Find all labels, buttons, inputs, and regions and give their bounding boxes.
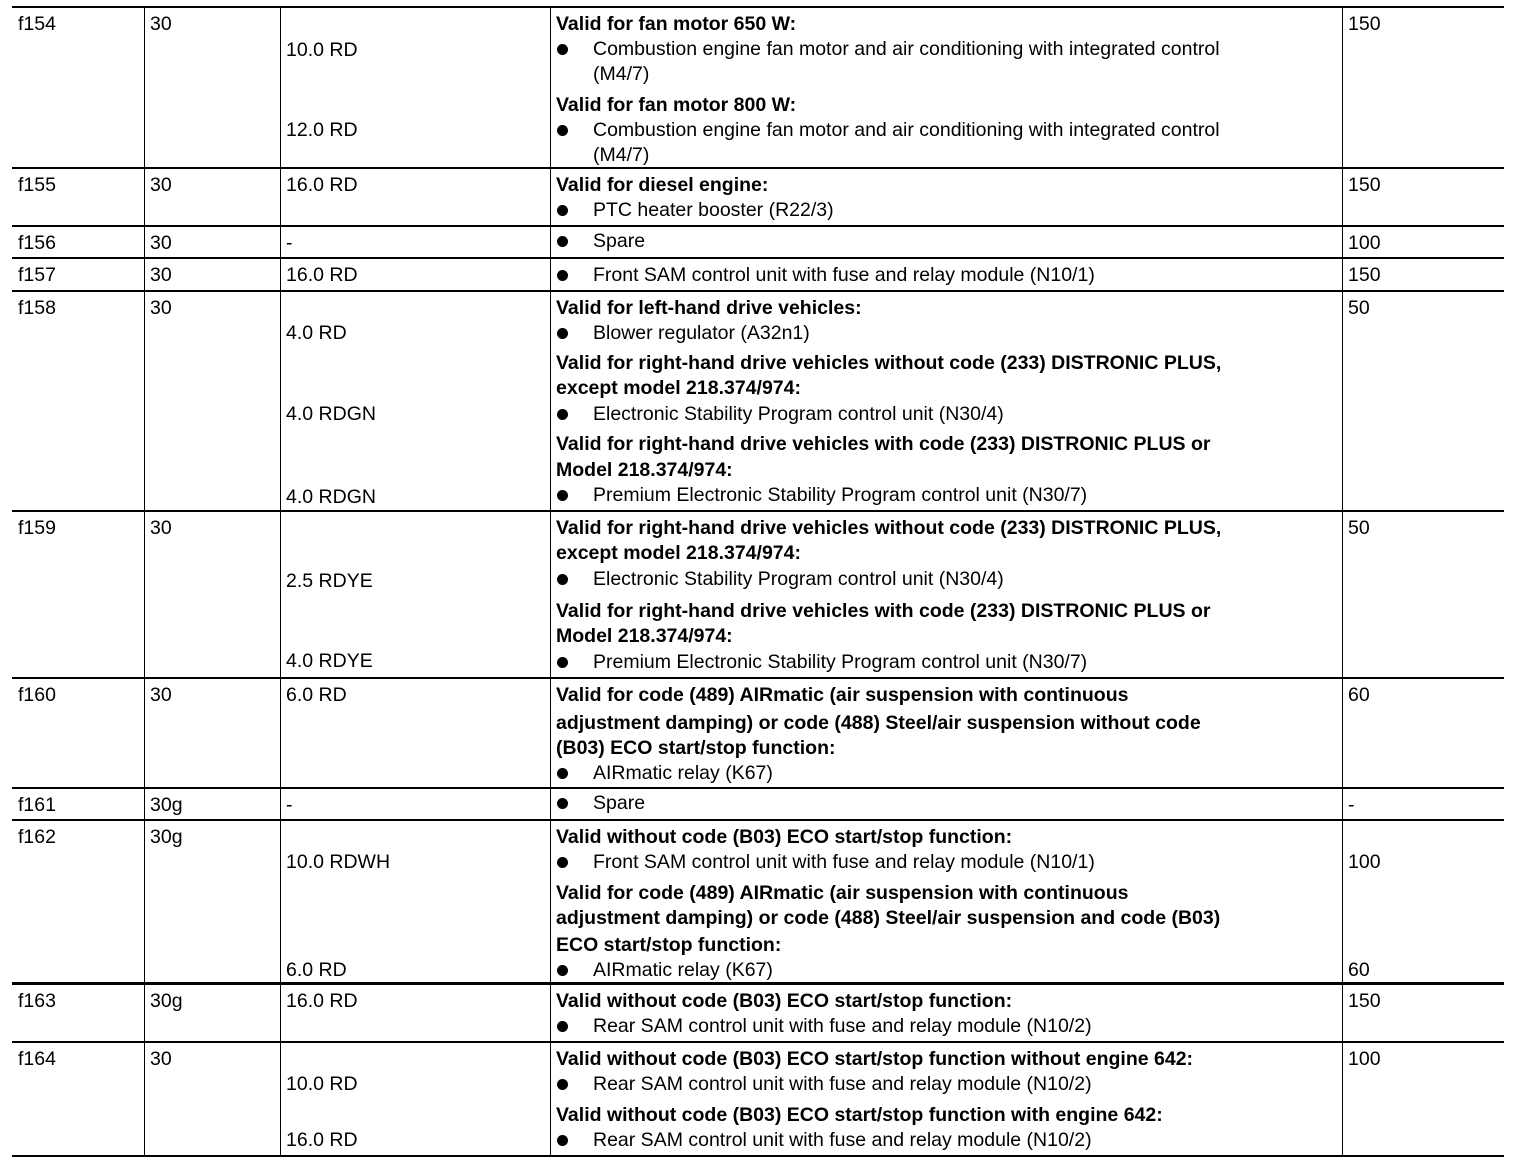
consumer: Blower regulator (A32n1)	[593, 322, 810, 344]
consumer: Front SAM control unit with fuse and relay module (N10/1)	[593, 851, 1095, 873]
wire: 16.0 RD	[286, 264, 358, 286]
bullet-icon	[557, 490, 568, 501]
fuse-id: f163	[18, 990, 56, 1012]
condition: Valid without code (B03) ECO start/stop function without engine 642:	[556, 1048, 1194, 1070]
wire: 2.5 RDYE	[286, 570, 373, 592]
bullet-icon	[557, 125, 568, 136]
consumer: Rear SAM control unit with fuse and relay module (N10/2)	[593, 1129, 1092, 1151]
consumer: Front SAM control unit with fuse and relay module (N10/1)	[593, 264, 1095, 286]
terminal: 30	[150, 297, 172, 319]
table-row	[12, 1043, 1504, 1157]
fuse-id: f160	[18, 684, 56, 706]
bullet-icon	[557, 965, 568, 976]
terminal: 30	[150, 13, 172, 35]
condition: adjustment damping) or code (488) Steel/air suspension without code	[556, 712, 1201, 734]
terminal: 30g	[150, 990, 183, 1012]
fuse-rating: 100	[1348, 851, 1381, 873]
bullet-icon	[557, 798, 568, 809]
wire: 16.0 RD	[286, 174, 358, 196]
table-row	[12, 259, 1504, 292]
wire: 4.0 RDYE	[286, 650, 373, 672]
fuse-rating: 150	[1348, 264, 1381, 286]
consumer: (M4/7)	[593, 144, 650, 166]
wire: 6.0 RD	[286, 684, 347, 706]
consumer: PTC heater booster (R22/3)	[593, 199, 834, 221]
wire: 16.0 RD	[286, 990, 358, 1012]
table-row	[12, 789, 1504, 821]
fuse-rating: 150	[1348, 990, 1381, 1012]
table-row	[12, 985, 1504, 1043]
wire: 4.0 RDGN	[286, 486, 376, 508]
terminal: 30	[150, 174, 172, 196]
terminal: 30g	[150, 794, 183, 816]
consumer: Rear SAM control unit with fuse and relay module (N10/2)	[593, 1073, 1092, 1095]
condition: Valid for fan motor 650 W:	[556, 13, 797, 35]
wire: -	[286, 232, 293, 254]
consumer: (M4/7)	[593, 63, 650, 85]
consumer: Rear SAM control unit with fuse and relay module (N10/2)	[593, 1015, 1092, 1037]
fuse-id: f155	[18, 174, 56, 196]
fuse-rating: 100	[1348, 232, 1381, 254]
terminal: 30	[150, 1048, 172, 1070]
bullet-icon	[557, 857, 568, 868]
table-row	[12, 679, 1504, 789]
bullet-icon	[557, 236, 568, 247]
wire: 16.0 RD	[286, 1129, 358, 1151]
condition: Valid for code (489) AIRmatic (air suspension with continuous	[556, 684, 1129, 706]
fuse-id: f154	[18, 13, 56, 35]
terminal: 30	[150, 232, 172, 254]
condition: Model 218.374/974:	[556, 625, 733, 647]
fuse-id: f162	[18, 826, 56, 848]
fuse-id: f158	[18, 297, 56, 319]
consumer: Electronic Stability Program control unit (N30/4)	[593, 568, 1004, 590]
wire: 10.0 RD	[286, 1073, 358, 1095]
condition: Valid for right-hand drive vehicles without code (233) DISTRONIC PLUS,	[556, 352, 1222, 374]
fuse-rating: 150	[1348, 13, 1381, 35]
condition: except model 218.374/974:	[556, 377, 801, 399]
bullet-icon	[557, 574, 568, 585]
wire: 6.0 RD	[286, 959, 347, 981]
condition: Valid for left-hand drive vehicles:	[556, 297, 862, 319]
table-row	[12, 227, 1504, 259]
bullet-icon	[557, 1079, 568, 1090]
consumer: Spare	[593, 230, 646, 252]
consumer: AIRmatic relay (K67)	[593, 959, 773, 981]
condition: Valid for right-hand drive vehicles without code (233) DISTRONIC PLUS,	[556, 517, 1222, 539]
bullet-icon	[557, 768, 568, 779]
consumer: Spare	[593, 792, 646, 814]
consumer: Premium Electronic Stability Program control unit (N30/7)	[593, 484, 1088, 506]
bullet-icon	[557, 205, 568, 216]
fuse-rating: 150	[1348, 174, 1381, 196]
table-row	[12, 6, 1504, 169]
fuse-rating: 100	[1348, 1048, 1381, 1070]
wire: 10.0 RDWH	[286, 851, 391, 873]
table-row	[12, 512, 1504, 679]
bullet-icon	[557, 409, 568, 420]
condition: Valid for right-hand drive vehicles with code (233) DISTRONIC PLUS or	[556, 433, 1211, 455]
condition: ECO start/stop function:	[556, 934, 782, 956]
fuse-rating: 60	[1348, 684, 1370, 706]
fuse-id: f159	[18, 517, 56, 539]
wire: 10.0 RD	[286, 39, 358, 61]
condition: adjustment damping) or code (488) Steel/air suspension and code (B03)	[556, 907, 1221, 929]
consumer: Premium Electronic Stability Program control unit (N30/7)	[593, 651, 1088, 673]
condition: Valid without code (B03) ECO start/stop function:	[556, 990, 1013, 1012]
table-row	[12, 292, 1504, 512]
bullet-icon	[557, 270, 568, 281]
condition: Valid without code (B03) ECO start/stop function with engine 642:	[556, 1104, 1163, 1126]
table-row	[12, 821, 1504, 985]
condition: Valid for right-hand drive vehicles with code (233) DISTRONIC PLUS or	[556, 600, 1211, 622]
wire: 4.0 RDGN	[286, 403, 376, 425]
bullet-icon	[557, 328, 568, 339]
fuse-id: f161	[18, 794, 56, 816]
terminal: 30	[150, 517, 172, 539]
consumer: Electronic Stability Program control unit (N30/4)	[593, 403, 1004, 425]
fuse-table	[12, 6, 1504, 1157]
condition: except model 218.374/974:	[556, 542, 801, 564]
fuse-rating: -	[1348, 794, 1355, 816]
wire: 4.0 RD	[286, 322, 347, 344]
condition: Valid for diesel engine:	[556, 174, 769, 196]
consumer: Combustion engine fan motor and air conditioning with integrated control	[593, 38, 1220, 60]
condition: Model 218.374/974:	[556, 459, 733, 481]
fuse-rating: 50	[1348, 517, 1370, 539]
fuse-rating: 60	[1348, 959, 1370, 981]
terminal: 30	[150, 684, 172, 706]
condition: Valid without code (B03) ECO start/stop function:	[556, 826, 1013, 848]
condition: Valid for code (489) AIRmatic (air suspension with continuous	[556, 882, 1129, 904]
terminal: 30g	[150, 826, 183, 848]
fuse-rating: 50	[1348, 297, 1370, 319]
consumer: AIRmatic relay (K67)	[593, 762, 773, 784]
condition: Valid for fan motor 800 W:	[556, 94, 797, 116]
bullet-icon	[557, 657, 568, 668]
condition: (B03) ECO start/stop function:	[556, 737, 836, 759]
table-row	[12, 169, 1504, 227]
wire: 12.0 RD	[286, 119, 358, 141]
fuse-id: f164	[18, 1048, 56, 1070]
bullet-icon	[557, 44, 568, 55]
bullet-icon	[557, 1021, 568, 1032]
consumer: Combustion engine fan motor and air conditioning with integrated control	[593, 119, 1220, 141]
wire: -	[286, 794, 293, 816]
terminal: 30	[150, 264, 172, 286]
bullet-icon	[557, 1135, 568, 1146]
fuse-id: f157	[18, 264, 56, 286]
fuse-id: f156	[18, 232, 56, 254]
